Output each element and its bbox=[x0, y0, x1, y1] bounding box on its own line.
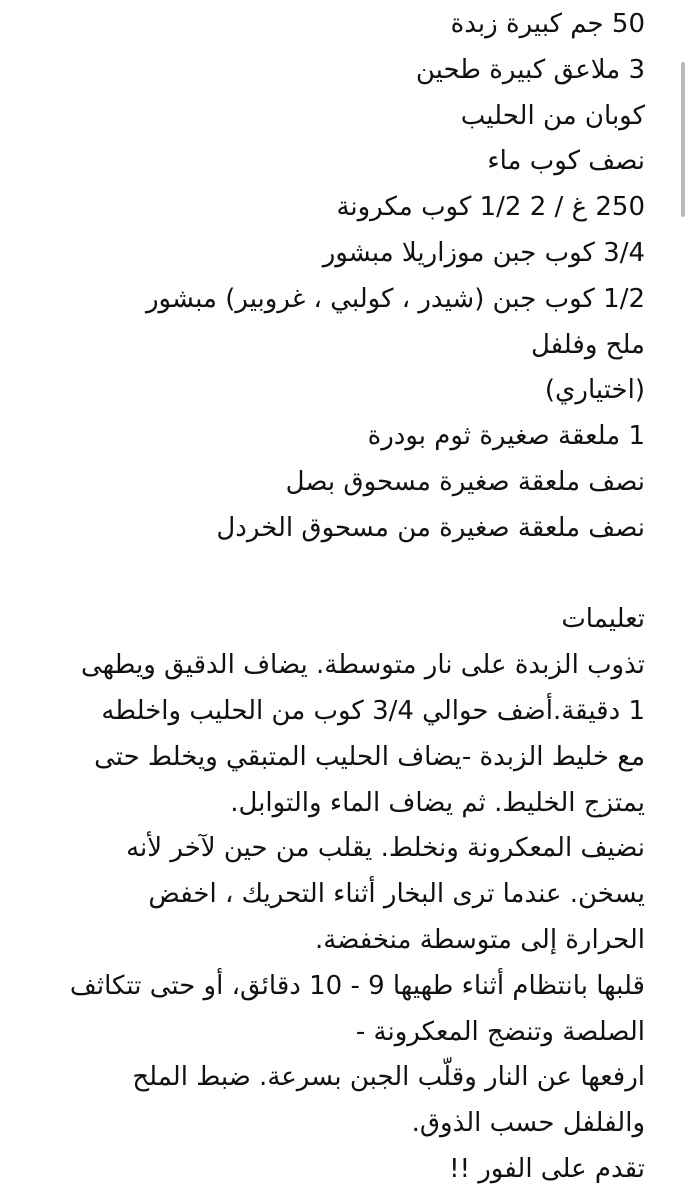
instruction-line: الحرارة إلى متوسطة منخفضة. bbox=[314, 924, 645, 955]
instruction-line: مع خليط الزبدة -يضاف الحليب المتبقي ويخلط حتى bbox=[94, 741, 645, 772]
instruction-line: يسخن. عندما ترى البخار أثناء التحريك ، اخفض bbox=[148, 879, 645, 910]
ingredient-line: 50 جم كبيرة زبدة bbox=[450, 9, 645, 39]
scroll-indicator[interactable] bbox=[681, 62, 685, 217]
ingredient-line: 1/2 كوب جبن (شيدر ، كولبي ، غروبير) مبشور bbox=[146, 283, 645, 314]
ingredient-line: 3 ملاعق كبيرة طحين bbox=[415, 54, 645, 85]
instruction-line: قلبها بانتظام أثناء طهيها 9 - 10 دقائق، أو حتى تتكاثف bbox=[69, 970, 645, 1001]
ingredient-line: نصف كوب ماء bbox=[487, 146, 645, 177]
recipe-text bbox=[0, 2, 645, 1193]
ingredient-line: ملح وفلفل bbox=[530, 329, 645, 360]
ingredient-line: كوبان من الحليب bbox=[460, 100, 645, 131]
blank-line bbox=[0, 552, 645, 598]
instruction-line: نضيف المعكرونة ونخلط. يقلب من حين لآخر لأنه bbox=[126, 833, 645, 864]
ingredient-line: نصف ملعقة صغيرة من مسحوق الخردل bbox=[216, 512, 645, 543]
instruction-line: ارفعها عن النار وقلّب الجبن بسرعة. ضبط الملح bbox=[132, 1062, 645, 1093]
instruction-line: 1 دقيقة.أضف حوالي 3/4 كوب من الحليب واخلطه bbox=[101, 695, 645, 726]
ingredient-line: نصف ملعقة صغيرة مسحوق بصل bbox=[285, 466, 645, 497]
ingredient-line: 1 ملعقة صغيرة ثوم بودرة bbox=[367, 421, 645, 452]
instruction-line: والفلفل حسب الذوق. bbox=[411, 1108, 645, 1139]
ingredient-line: (اختياري) bbox=[544, 375, 645, 406]
ingredient-line: 3/4 كوب جبن موزاريلا مبشور bbox=[322, 237, 645, 268]
instruction-line: يمتزج الخليط. ثم يضاف الماء والتوابل. bbox=[230, 787, 645, 818]
ingredient-line: 250 غ / 2 1/2 كوب مكرونة bbox=[336, 192, 645, 223]
instruction-line: تذوب الزبدة على نار متوسطة. يضاف الدقيق ويطهى bbox=[81, 650, 645, 681]
instructions-heading: تعليمات bbox=[561, 604, 645, 635]
instruction-line: الصلصة وتنضج المعكرونة - bbox=[355, 1016, 645, 1047]
instruction-line: تقدم على الفور !! bbox=[449, 1153, 645, 1184]
